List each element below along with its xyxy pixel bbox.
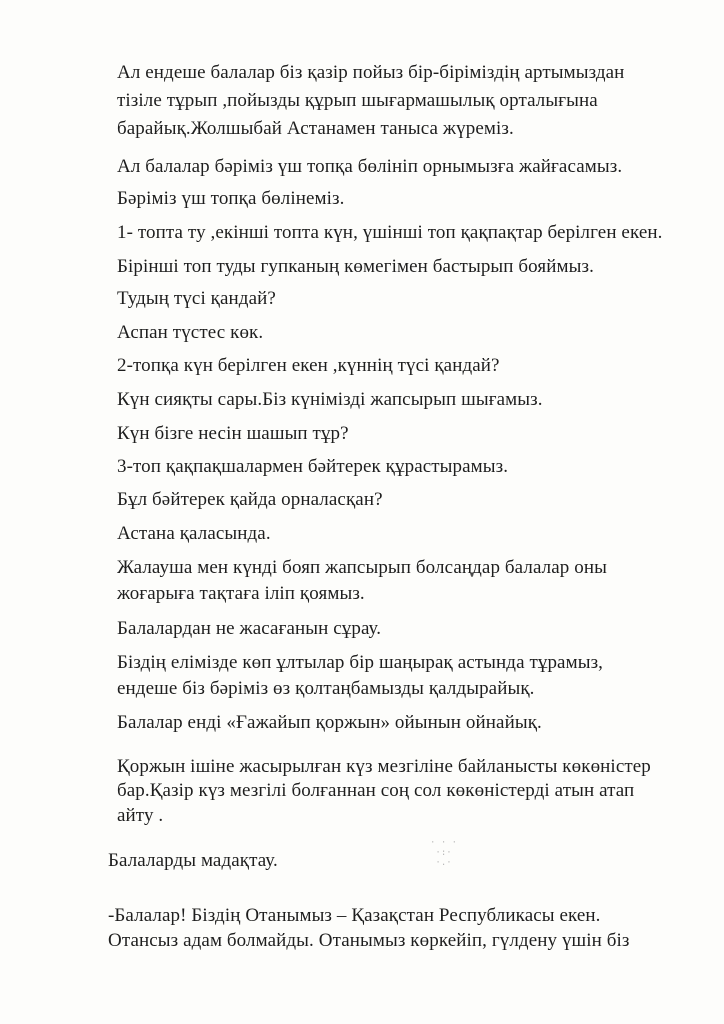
scan-speck: · · · ·:· ·.· [430,838,458,868]
text-line: 2-топқа күн берілген екен ,күннің түсі қандай? [117,355,500,376]
text-line: 3-топ қақпақшалармен бәйтерек құрастырамыз. [117,456,509,477]
text-line: ендеше біз бәріміз өз қолтаңбамызды қалдырайық. [117,678,535,699]
text-line: Жалауша мен күнді бояп жапсырып болсаңдар балалар оны [117,557,607,578]
text-line: Бұл бәйтерек қайда орналасқан? [117,489,383,510]
text-line: Балалар енді «Ғажайып қоржын» ойынын ойнайық. [117,712,542,733]
text-line: -Балалар! Біздің Отанымыз – Қазақстан Республикасы екен. [108,905,601,926]
text-line: Балалардан не жасағанын сұрау. [117,618,382,639]
text-line: Бірінші топ туды гупканың көмегімен бастырып бояймыз. [117,256,594,277]
text-line: тізіле тұрып ,пойызды құрып шығармашылық орталығына [117,90,598,111]
text-line: 1- топта ту ,екінші топта күн, үшінші топ қақпақтар берілген екен. [117,222,663,243]
text-line: Тудың түсі қандай? [117,288,276,309]
text-line: барайық.Жолшыбай Астанамен таныса жүреміз. [117,118,514,139]
text-line: Ал ендеше балалар біз қазір пойыз бір-біріміздің артымыздан [117,62,625,83]
text-line: Күн бізге несін шашып тұр? [117,423,349,444]
text-line: Отансыз адам болмайды. Отанымыз көркейіп, гүлдену үшін біз [108,930,630,951]
text-line: айту . [117,805,164,826]
text-line: бар.Қазір күз мезгілі болғаннан соң сол көкөністерді атын атап [117,780,635,801]
text-line: Қоржын ішіне жасырылған күз мезгіліне байланысты көкөністер [117,756,651,777]
text-line: Астана қаласында. [117,523,271,544]
text-line: Күн сияқты сары.Біз күнімізді жапсырып шығамыз. [117,389,543,410]
text-line: Аспан түстес көк. [117,322,264,343]
text-line: Бәріміз үш топқа бөлінеміз. [117,188,345,209]
text-line: Ал балалар бәріміз үш топқа бөлініп орнымызға жайғасамыз. [117,156,623,177]
text-line: Біздің елімізде көп ұлтылар бір шаңырақ астында тұрамыз, [117,652,604,673]
text-line: Балаларды мадақтау. [108,850,278,871]
text-line: жоғарыға тақтаға іліп қоямыз. [117,583,365,604]
